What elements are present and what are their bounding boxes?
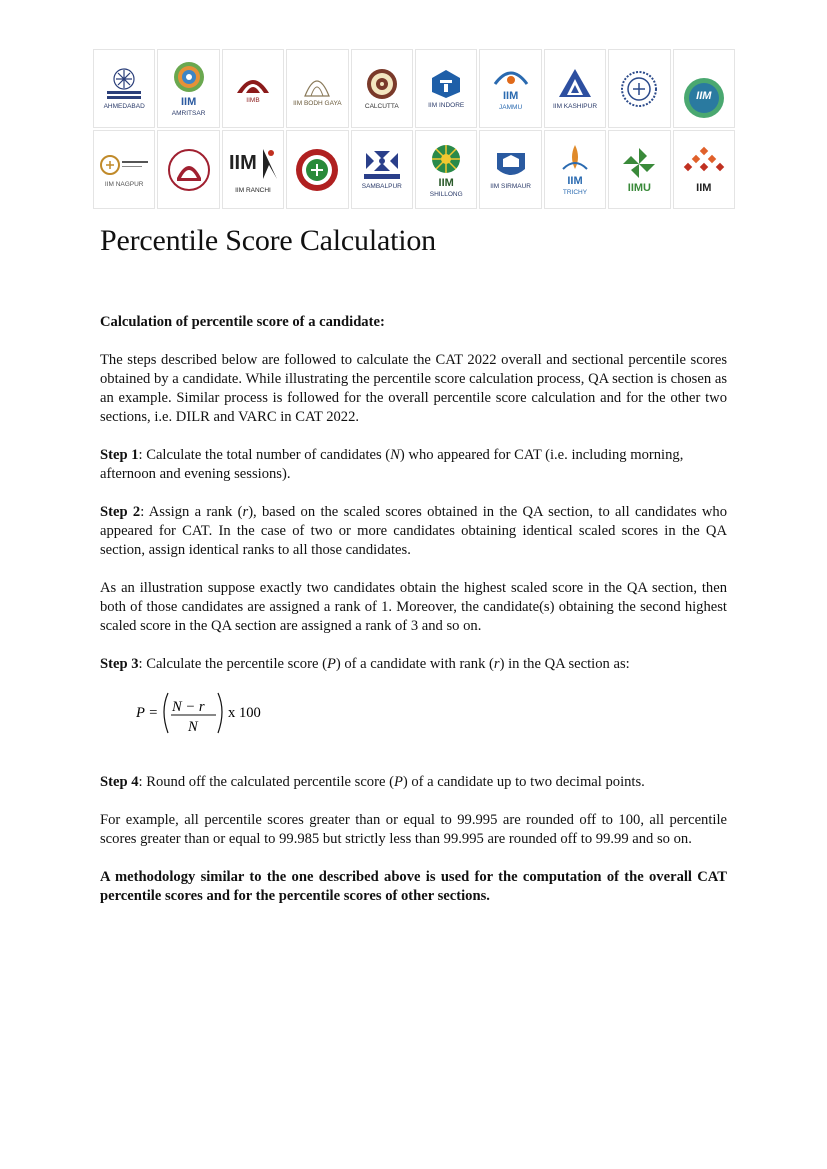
iim-sirmaur-logo bbox=[479, 130, 541, 209]
step-3-paragraph: Step 3: Calculate the percentile score (P) of a candidate with rank (r) in the QA section as: bbox=[100, 656, 630, 672]
logo-caption: TRICHY bbox=[562, 189, 588, 196]
illustration-paragraph: As an illustration suppose exactly two candidates obtain the highest scaled score in the QA section, then both of those candidates are assigned a rank of 1. Moreover, the candidate(s) obtaining the second highest scaled score in the QA section are assigned a rank of 3 and so on. bbox=[100, 580, 727, 634]
step-1-paragraph: Step 1: Calculate the total number of candidates (N) who appeared for CAT (i.e. including morning, afternoon and evening sessions). bbox=[100, 447, 684, 482]
logo-caption: IIM KASHIPUR bbox=[552, 103, 598, 110]
iim-bangalore-logo bbox=[222, 49, 284, 128]
logo-caption: IIM BODH GAYA bbox=[293, 100, 342, 107]
step-2-paragraph: Step 2: Assign a rank (r), based on the scaled scores obtained in the QA section, to all candidates who appeared for CAT. In the case of two or more candidates obtaining identical scaled scores in the QA section, assign identical ranks to all those candidates. bbox=[100, 504, 727, 558]
section-heading: Calculation of percentile score of a candidate: bbox=[100, 314, 385, 330]
logo-caption: SAMBALPUR bbox=[361, 183, 402, 190]
logo-caption: IIM SIRMAUR bbox=[490, 183, 531, 190]
logo-caption: IIM RANCHI bbox=[235, 187, 271, 194]
iim-amritsar-logo: IIM AMRITSAR bbox=[157, 49, 219, 128]
iim-lucknow-logo bbox=[673, 49, 735, 128]
iim-shillong-logo: IIM SHILLONG bbox=[415, 130, 477, 209]
formula-multiplier: x 100 bbox=[228, 705, 261, 721]
logo-caption: IIM NAGPUR bbox=[104, 181, 144, 188]
iim-jammu-logo: IIM JAMMU bbox=[479, 49, 541, 128]
logo-caption: SHILLONG bbox=[429, 191, 463, 198]
step-4-paragraph: Step 4: Round off the calculated percentile score (P) of a candidate up to two decimal points. bbox=[100, 774, 645, 790]
logo-caption: JAMMU bbox=[499, 104, 523, 111]
iim-kozhikode-logo bbox=[608, 49, 670, 128]
logo-caption: IIMB bbox=[246, 97, 260, 104]
iim-trichy-logo: IIM TRICHY bbox=[544, 130, 606, 209]
logo-caption: IIMU bbox=[627, 181, 651, 194]
logo-caption: AHMEDABAD bbox=[103, 103, 145, 110]
intro-paragraph: The steps described below are followed to calculate the CAT 2022 overall and sectional percentile scores obtained by a candidate. While illustrating the percentile score calculation process, QA section is chosen as an example. Similar process is followed for the overall percentile score calculation and for the other two sections, i.e. DILR and VARC in CAT 2022. bbox=[100, 352, 727, 425]
logo-caption: AMRITSAR bbox=[171, 110, 206, 117]
example-paragraph: For example, all percentile scores greater than or equal to 99.995 are rounded off to 100, all percentile scores greater than or equal to 99.985 but strictly less than 99.995 are rounded off to 99.99 and so on. bbox=[100, 812, 727, 847]
svg-text:IIM: IIM bbox=[228, 152, 257, 174]
iim-rohtak-logo bbox=[286, 130, 348, 209]
logo-caption: IIM bbox=[696, 181, 712, 194]
iim-bodh-gaya-logo bbox=[286, 49, 348, 128]
conclusion-paragraph: A methodology similar to the one described above is used for the computation of the overall CAT percentile scores and for the percentile scores of other sections. bbox=[100, 869, 727, 904]
percentile-formula bbox=[136, 687, 727, 741]
logo-caption: IIM bbox=[696, 89, 712, 102]
iim-calcutta-logo bbox=[351, 49, 413, 128]
formula-lhs: P = bbox=[136, 705, 159, 721]
formula-numerator: N − r bbox=[172, 699, 205, 715]
iim-kashipur-logo bbox=[544, 49, 606, 128]
page-title: Percentile Score Calculation bbox=[100, 224, 436, 257]
iim-udaipur-logo bbox=[608, 130, 670, 209]
document-body bbox=[100, 313, 727, 925]
iim-raipur-logo bbox=[157, 130, 219, 209]
iim-ranchi-logo bbox=[222, 130, 284, 209]
iim-visakhapatnam-logo bbox=[673, 130, 735, 209]
iim-nagpur-logo bbox=[93, 130, 155, 209]
iim-ahmedabad-logo bbox=[93, 49, 155, 128]
logo-caption: CALCUTTA bbox=[364, 103, 399, 110]
iim-logo-grid bbox=[93, 49, 735, 209]
formula-denominator: N bbox=[188, 719, 198, 735]
iim-indore-logo bbox=[415, 49, 477, 128]
logo-caption: IIM INDORE bbox=[428, 102, 465, 109]
iim-sambalpur-logo bbox=[351, 130, 413, 209]
